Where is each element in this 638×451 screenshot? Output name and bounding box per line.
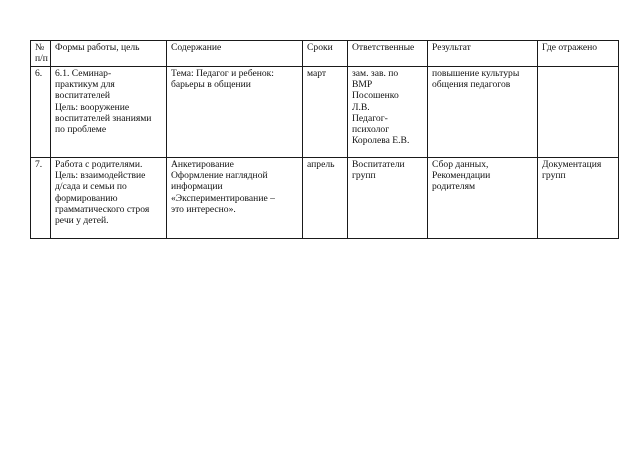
row-reflected: [538, 67, 619, 158]
row-responsible: зам. зав. по ВМР Посошенко Л.В. Педагог- психолог Королева Е.В.: [348, 67, 428, 158]
row-term: апрель: [303, 158, 348, 239]
row-result: Сбор данных, Рекомендации родителям: [428, 158, 538, 239]
header-responsible: Ответственные: [348, 41, 428, 67]
header-reflected: Где отражено: [538, 41, 619, 67]
row-term: март: [303, 67, 348, 158]
header-result: Результат: [428, 41, 538, 67]
row-responsible: Воспитатели групп: [348, 158, 428, 239]
header-forms: Формы работы, цель: [51, 41, 167, 67]
table-row: [31, 158, 619, 239]
row-number: 6.: [31, 67, 51, 158]
row-content: Тема: Педагог и ребенок: барьеры в общении: [167, 67, 303, 158]
table-row: [31, 67, 619, 158]
row-result: повышение культуры общения педагогов: [428, 67, 538, 158]
row-forms: 6.1. Семинар- практикум для воспитателей Цель: вооружение воспитателей знаниями по проблеме: [51, 67, 167, 158]
row-content: Анкетирование Оформление наглядной информации «Экспериментирование – это интересно».: [167, 158, 303, 239]
table-header-row: [31, 41, 619, 67]
header-number: № п/п: [31, 41, 51, 67]
row-forms: Работа с родителями. Цель: взаимодействие д/сада и семьи по формированию грамматического строя речи у детей.: [51, 158, 167, 239]
work-plan-table: [30, 40, 619, 239]
header-term: Сроки: [303, 41, 348, 67]
row-reflected: Документация групп: [538, 158, 619, 239]
row-number: 7.: [31, 158, 51, 239]
header-content: Содержание: [167, 41, 303, 67]
